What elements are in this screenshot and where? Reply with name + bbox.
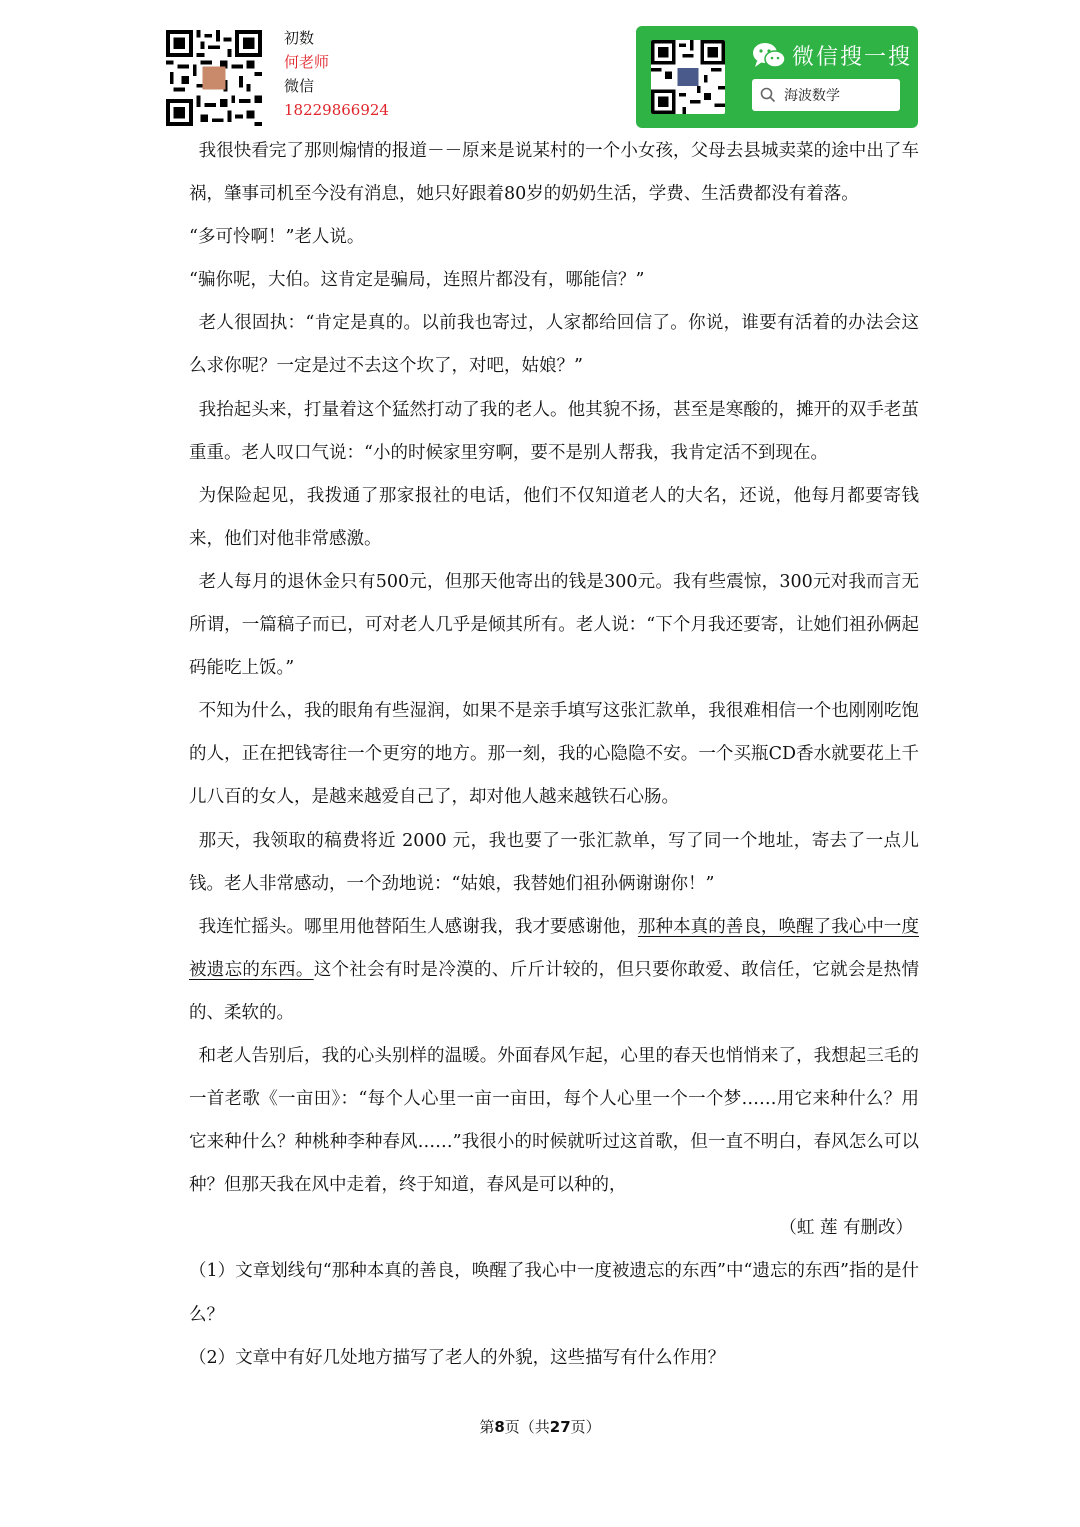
contact-wechat-label: 微信	[284, 77, 315, 95]
wechat-search-title: 微信搜一搜	[792, 45, 913, 70]
wechat-search-text: 海波数学	[784, 88, 840, 104]
paragraph: 那天，我领取的稿费将近 2000 元，我也要了一张汇款单，写了同一个地址，寄去了一点儿钱。老人非常感动，一个劲地说：“姑娘，我替她们祖孙俩谢谢你！”	[189, 830, 919, 894]
contact-teacher: 何老师	[284, 53, 330, 71]
page-number	[0, 1416, 1080, 1437]
paragraph: 我抬起头来，打量着这个猛然打动了我的老人。他其貌不扬，甚至是寒酸的，摊开的双手老茧重重。老人叹口气说：“小的时候家里穷啊，要不是别人帮我，我肯定活不到现在。	[189, 399, 919, 463]
underlined-sentence: 那种本真的善良，唤醒了我心中一度被遗忘的东西。	[189, 916, 919, 980]
page-prefix: 第	[479, 1418, 495, 1436]
contact-subject: 初数	[284, 29, 315, 47]
paragraph: 老人很固执：“肯定是真的。以前我也寄过，人家都给回信了。你说，谁要有活着的办法会这么求你呢？一定是过不去这个坎了，对吧，姑娘？”	[189, 313, 919, 377]
wechat-search-box[interactable]	[752, 79, 900, 111]
page-suffix: 页）	[570, 1418, 601, 1436]
contact-info	[284, 26, 389, 122]
total-pages: 27	[549, 1418, 571, 1436]
wechat-logo-icon	[752, 42, 786, 70]
contact-phone: 18229866924	[284, 101, 389, 119]
paragraph: “骗你呢，大伯。这肯定是骗局，连照片都没有，哪能信？”	[189, 270, 645, 291]
paragraph: “多可怜啊！”老人说。	[189, 227, 365, 248]
paragraph: 为保险起见，我拨通了那家报社的电话，他们不仅知道老人的大名，还说，他每月都要寄钱来，他们对他非常感激。	[189, 485, 919, 549]
mascot-icon	[677, 68, 698, 86]
qr-code-icon	[166, 30, 262, 126]
question-2: （2）文章中有好几处地方描写了老人的外貌，这些描写有什么作用？	[189, 1347, 726, 1368]
article-body	[189, 130, 919, 1380]
paragraph: 老人每月的退休金只有500元，但那天他寄出的钱是300元。我有些震惊，300元对我而言无所谓，一篇稿子而已，可对老人几乎是倾其所有。老人说：“下个月我还要寄，让她们祖孙俩起码能吃上饭。”	[189, 571, 919, 679]
wechat-search-card	[636, 26, 918, 128]
paragraph-text: 我连忙摇头。哪里用他替陌生人感谢我，我才要感谢他，	[198, 916, 638, 937]
wechat-qr-code-icon	[651, 40, 725, 114]
current-page: 8	[494, 1418, 505, 1436]
paragraph: 我很快看完了那则煽情的报道－－原来是说某村的一个小女孩，父母去县城卖菜的途中出了车祸，肇事司机至今没有消息，她只好跟着80岁的奶奶生活，学费、生活费都没有着落。	[189, 141, 919, 205]
source-attribution: （虹 莲 有删改）	[779, 1218, 913, 1239]
paragraph-text: 这个社会有时是冷漠的、斤斤计较的，但只要你敢爱、敢信任，它就会是热情的、柔软的。	[189, 959, 919, 1023]
avatar-icon	[202, 66, 225, 89]
question-1: （1）文章划线句“那种本真的善良，唤醒了我心中一度被遗忘的东西”中“遗忘的东西”指的是什么？	[189, 1261, 919, 1325]
paragraph: 和老人告别后，我的心头别样的温暖。外面春风乍起，心里的春天也悄悄来了，我想起三毛的一首老歌《一亩田》：“每个人心里一亩一亩田，每个人心里一个一个梦……用它来种什么？用它来种什么？种桃种李种春风……”我很小的时候就听过这首歌，但一直不明白，春风怎么可以种？但那天我在风中走着，终于知道，春风是可以种的，	[189, 1045, 919, 1196]
paragraph: 不知为什么，我的眼角有些湿润，如果不是亲手填写这张汇款单，我很难相信一个也刚刚吃饱的人，正在把钱寄往一个更穷的地方。那一刻，我的心隐隐不安。一个买瓶CD香水就要花上千儿八百的女人，是越来越爱自己了，却对他人越来越铁石心肠。	[189, 701, 919, 808]
search-icon	[760, 87, 776, 103]
paragraph-with-underline	[189, 906, 919, 1035]
page-middle: 页（共	[504, 1418, 550, 1436]
